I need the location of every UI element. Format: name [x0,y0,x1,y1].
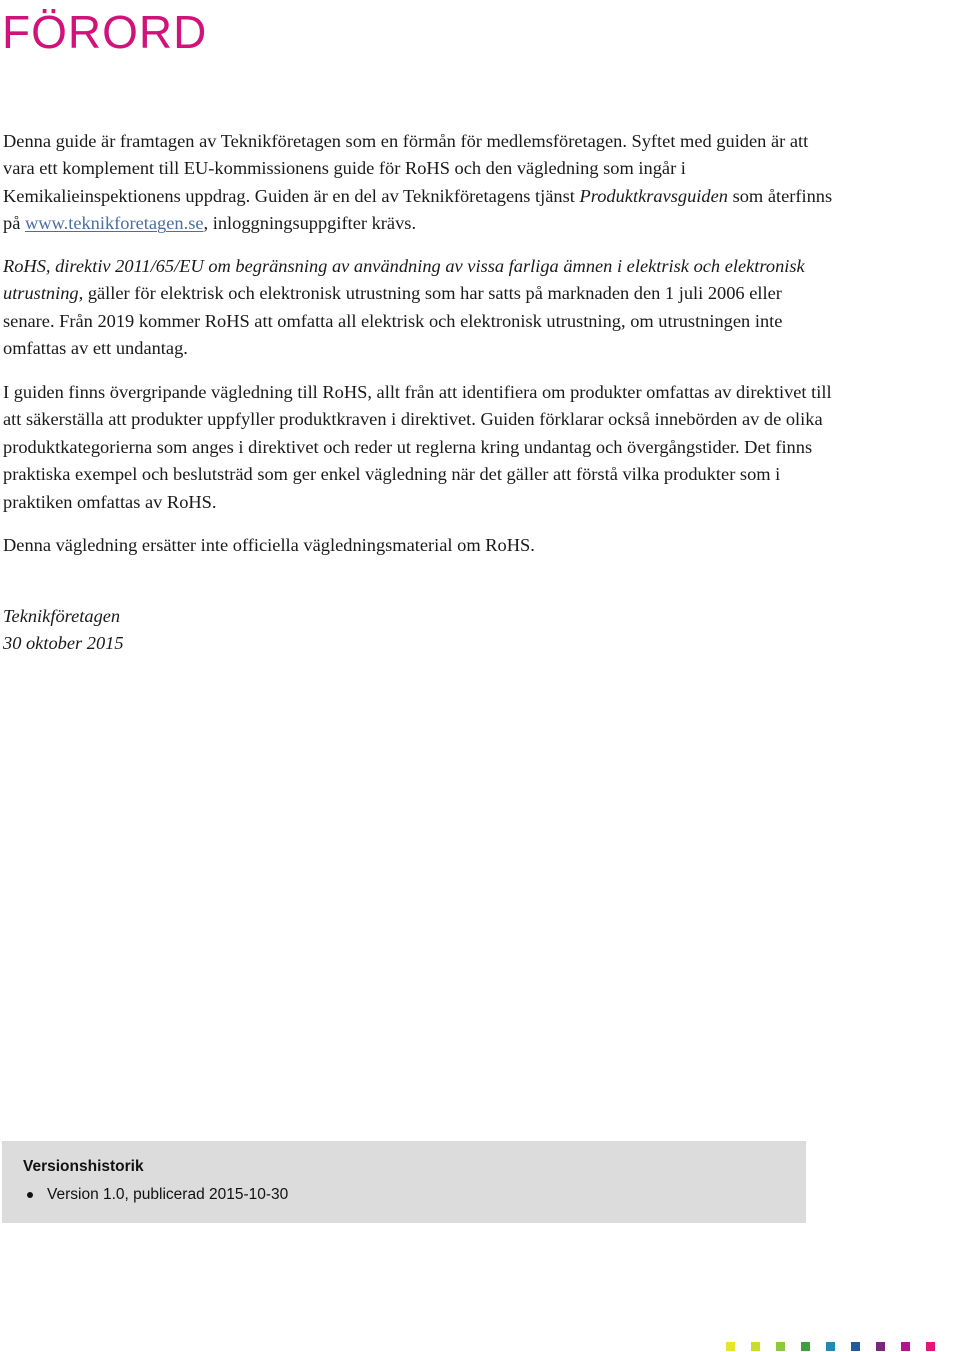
version-history-title: Versionshistorik [23,1158,144,1175]
intro-paragraph [3,128,833,238]
footer-color-squares [726,1342,935,1351]
signature-org: Teknikföretagen [3,606,121,626]
color-square [751,1342,760,1351]
intro-text-a: Denna guide är framtagen av Teknikföretagen som en förmån för medlemsföretagen. Syftet med guiden är att vara ett komplement till EU-kommissionens guide för RoHS och den vägledning som ingår i Kemikalieinspektionens uppdrag. Guiden är en del av Teknikföretagens tjänst [3,131,809,206]
rohs-paragraph [3,253,833,363]
color-square [826,1342,835,1351]
version-item-label: Version 1.0, publicerad 2015-10-30 [47,1186,289,1203]
color-square [926,1342,935,1351]
rohs-directive-italic: RoHS, direktiv 2011/65/EU om begränsning av användning av vissa farliga ämnen i elektrisk och elektronisk utrustning [3,256,805,304]
color-square [876,1342,885,1351]
disclaimer-paragraph: Denna vägledning ersätter inte officiella vägledningsmaterial om RoHS. [3,535,535,555]
guide-paragraph: I guiden finns övergripande vägledning till RoHS, allt från att identifiera om produkter omfattas av direktivet till att säkerställa att produkter uppfyller produktkraven i direktivet. Guiden förklarar också innebörden av de olika produktkategorierna som anges i direktivet och reder ut reglerna kring undantag och övergångstider. Det finns praktiska exempel och beslutsträd som ger enkel vägledning när det gäller att förstå vilka produkter som i praktiken omfattas av RoHS. [3,382,832,512]
color-square [901,1342,910,1351]
page-title: FÖRORD [2,6,208,58]
rohs-text: , gäller för elektrisk och elektronisk utrustning som har satts på marknaden den 1 juli 2006 eller senare. Från 2019 kommer RoHS att omfatta all elektrisk och elektronisk utrustning, om utrustningen inte omfattas av ett undantag. [3,283,783,359]
signature-date: 30 oktober 2015 [3,633,124,654]
signature [3,603,833,658]
intro-text-b: som återfinns på [3,185,833,234]
color-square [851,1342,860,1351]
color-square [776,1342,785,1351]
intro-text-c: , inloggningsuppgifter krävs. [203,213,417,234]
bullet-icon [27,1192,33,1198]
version-history-item [23,1186,288,1204]
intro-italic-service: Produktkravsguiden [579,185,728,206]
version-history-box [2,1141,806,1223]
color-square [726,1342,735,1351]
color-square [801,1342,810,1351]
teknikforetagen-link[interactable]: www.teknikforetagen.se [24,213,204,234]
